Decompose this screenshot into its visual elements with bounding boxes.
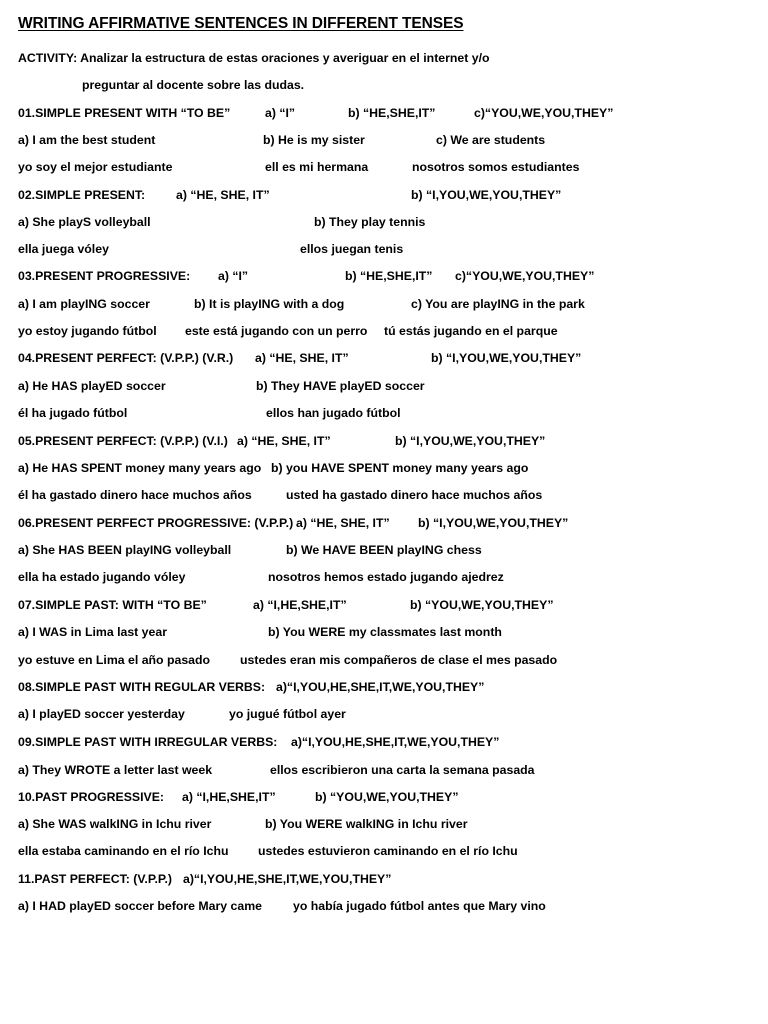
section-08-subject-a: a)“I,YOU,HE,SHE,IT,WE,YOU,THEY” [276,680,485,694]
section-02-subject-b: b) “I,YOU,WE,YOU,THEY” [411,188,562,202]
section-05-example-a: a) He HAS SPENT money many years ago [18,461,262,475]
page-title: WRITING AFFIRMATIVE SENTENCES IN DIFFERENT TENSES [18,15,464,32]
section-06-translation-b: nosotros hemos estado jugando ajedrez [268,570,504,584]
activity-line-1: ACTIVITY: Analizar la estructura de estas oraciones y averiguar en el internet y/o [18,51,490,65]
section-04-translation-a: él ha jugado fútbol [18,406,128,420]
section-10-example-b: b) You WERE walkING in Ichu river [265,817,468,831]
section-07-subject-a: a) “I,HE,SHE,IT” [253,598,347,612]
section-02-subject-a: a) “HE, SHE, IT” [176,188,270,202]
section-03-subject-b: b) “HE,SHE,IT” [345,269,433,283]
section-03-translation-a: yo estoy jugando fútbol [18,324,157,338]
section-01-translation-a: yo soy el mejor estudiante [18,160,173,174]
section-05-subject-a: a) “HE, SHE, IT” [237,434,331,448]
section-01-example-a: a) I am the best student [18,133,156,147]
section-09-example: a) They WROTE a letter last week [18,763,213,777]
section-06-subject-b: b) “I,YOU,WE,YOU,THEY” [418,516,569,530]
section-11-subject-a: a)“I,YOU,HE,SHE,IT,WE,YOU,THEY” [183,872,392,886]
section-08-translation: yo jugué fútbol ayer [229,707,346,721]
section-01-heading: 01.SIMPLE PRESENT WITH “TO BE” [18,106,231,120]
activity-line-2: preguntar al docente sobre las dudas. [82,78,305,92]
section-01-example-c: c) We are students [436,133,546,147]
section-10-subject-a: a) “I,HE,SHE,IT” [182,790,276,804]
section-09-translation: ellos escribieron una carta la semana pasada [270,763,535,777]
section-06-translation-a: ella ha estado jugando vóley [18,570,186,584]
section-05-translation-b: usted ha gastado dinero hace muchos años [286,488,543,502]
section-07-translation-a: yo estuve en Lima el año pasado [18,653,211,667]
section-03-example-a: a) I am playING soccer [18,297,150,311]
section-07-example-a: a) I WAS in Lima last year [18,625,167,639]
section-01-subject-c: c)“YOU,WE,YOU,THEY” [474,106,614,120]
section-02-translation-a: ella juega vóley [18,242,109,256]
section-04-example-a: a) He HAS playED soccer [18,379,166,393]
section-07-heading: 07.SIMPLE PAST: WITH “TO BE” [18,598,207,612]
section-01-subject-a: a) “I” [265,106,296,120]
section-06-example-a: a) She HAS BEEN playING volleyball [18,543,232,557]
section-07-example-b: b) You WERE my classmates last month [268,625,502,639]
section-05-subject-b: b) “I,YOU,WE,YOU,THEY” [395,434,546,448]
section-03-example-b: b) It is playING with a dog [194,297,345,311]
section-01-subject-b: b) “HE,SHE,IT” [348,106,436,120]
section-02-example-b: b) They play tennis [314,215,426,229]
section-04-subject-b: b) “I,YOU,WE,YOU,THEY” [431,351,582,365]
section-09-subject-a: a)“I,YOU,HE,SHE,IT,WE,YOU,THEY” [291,735,500,749]
section-07-translation-b: ustedes eran mis compañeros de clase el mes pasado [240,653,558,667]
section-06-subject-a: a) “HE, SHE, IT” [296,516,390,530]
section-10-translation-b: ustedes estuvieron caminando en el río Ichu [258,844,518,858]
section-11-heading: 11.PAST PERFECT: (V.P.P.) [18,872,172,886]
section-10-subject-b: b) “YOU,WE,YOU,THEY” [315,790,459,804]
section-04-heading: 04.PRESENT PERFECT: (V.P.P.) (V.R.) [18,351,234,365]
section-08-example: a) I playED soccer yesterday [18,707,185,721]
section-02-translation-b: ellos juegan tenis [300,242,404,256]
section-06-example-b: b) We HAVE BEEN playING chess [286,543,482,557]
section-05-example-b: b) you HAVE SPENT money many years ago [271,461,529,475]
section-03-example-c: c) You are playING in the park [411,297,585,311]
section-02-heading: 02.SIMPLE PRESENT: [18,188,146,202]
section-04-translation-b: ellos han jugado fútbol [266,406,401,420]
section-01-translation-b: ell es mi hermana [265,160,369,174]
section-03-translation-b: este está jugando con un perro [185,324,368,338]
section-11-example: a) I HAD playED soccer before Mary came [18,899,262,913]
section-02-example-a: a) She playS volleyball [18,215,151,229]
section-04-example-b: b) They HAVE playED soccer [256,379,425,393]
section-06-heading: 06.PRESENT PERFECT PROGRESSIVE: (V.P.P.) [18,516,294,530]
section-04-subject-a: a) “HE, SHE, IT” [255,351,349,365]
section-03-subject-a: a) “I” [218,269,249,283]
section-08-heading: 08.SIMPLE PAST WITH REGULAR VERBS: [18,680,266,694]
section-03-translation-c: tú estás jugando en el parque [384,324,558,338]
section-05-translation-a: él ha gastado dinero hace muchos años [18,488,252,502]
section-10-heading: 10.PAST PROGRESSIVE: [18,790,165,804]
section-01-example-b: b) He is my sister [263,133,365,147]
section-07-subject-b: b) “YOU,WE,YOU,THEY” [410,598,554,612]
section-09-heading: 09.SIMPLE PAST WITH IRREGULAR VERBS: [18,735,278,749]
section-11-translation: yo había jugado fútbol antes que Mary vino [293,899,546,913]
section-10-translation-a: ella estaba caminando en el río Ichu [18,844,229,858]
section-05-heading: 05.PRESENT PERFECT: (V.P.P.) (V.I.) [18,434,228,448]
section-03-subject-c: c)“YOU,WE,YOU,THEY” [455,269,595,283]
section-03-heading: 03.PRESENT PROGRESSIVE: [18,269,191,283]
section-10-example-a: a) She WAS walkING in Ichu river [18,817,212,831]
section-01-translation-c: nosotros somos estudiantes [412,160,580,174]
